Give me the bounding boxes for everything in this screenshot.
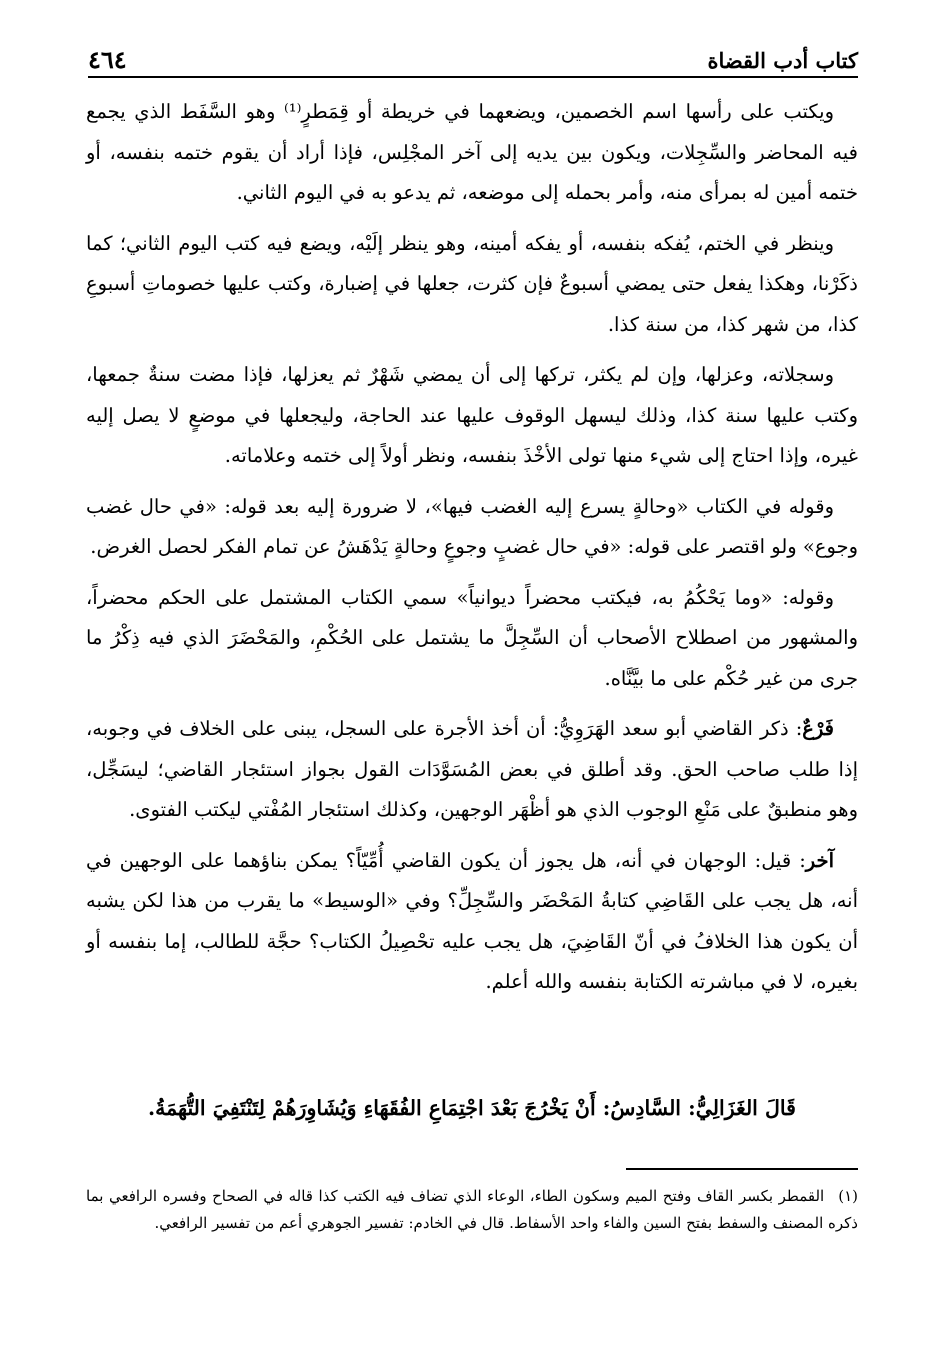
paragraph-1: ويكتب على رأسها اسم الخصمين، ويضعهما في خريطة أو قِمَطرٍ⁽¹⁾ وهو السَّفَط الذي يجمع فيه المحاضر والسِّجِلات، ويكون بين يديه إلى آخر المجْلِس، فإذا أراد أن يقوم ختمه بنفسه، أو ختمه أمين له بمرأى منه، وأمر بحمله إلى موضعه، ثم يدعو به في اليوم الثاني. bbox=[86, 100, 858, 204]
page-number: ٤٦٤ bbox=[88, 45, 127, 74]
closing-quote-line: قَالَ الغَزَالِيُّ: السَّادِسُ: أَنْ يَخْرُجَ بَعْدَ اجْتِمَاعِ الفُقَهَاءِ وَيُشَاوِرَهُمْ لِتَنْتَفِيَ التُّهَمَةُ. bbox=[148, 1096, 796, 1120]
main-text bbox=[86, 92, 858, 1013]
lemma-word: آخر bbox=[805, 848, 834, 872]
paragraph-4: وقوله في الكتاب «وحالةٍ يسرع إليه الغضب فيها»، لا ضرورة إليه بعد قوله: «في حال غضب وجوع» ولو اقتصر على قوله: «في حال غضبٍ وجوعٍ وحالةٍ يَدْهَشُ عن تمام الفكر لحصل الغرض. bbox=[86, 494, 858, 558]
lemma-word: فَرْعٌ bbox=[802, 717, 834, 740]
footnote-marker: (١) bbox=[838, 1187, 858, 1205]
paragraph-7: آخر: قيل: الوجهان في أنه، هل يجوز أن يكون القاضي أُمِّيّاً؟ يمكن بناؤهما على الوجهين في أنه، هل يجب على القَاضِي كتابةُ المَحْضَر والسِّجِلِّ؟ وفي «الوسيط» ما يقرب من هذا لكن يشبه أن يكون هذا الخلافُ في أنّ القَاضِيَ، هل يجب عليه تحْصِيلُ الكتاب؟ حجَّة للطالب، إما بنفسه أو بغيره، لا في مباشرته الكتابة بنفسه والله أعلم. bbox=[86, 848, 858, 993]
footnote-divider bbox=[626, 1168, 858, 1170]
footnote-text: القمطر بكسر القاف وفتح الميم وسكون الطاء، الوعاء الذي تضاف فيه الكتب كذا قاله في الصحاح وفسره الرافعي بما ذكره المصنف والسفط بفتح السين والفاء واحد الأسفاط. قال في الخادم: تفسير الجوهري أعم من تفسير الرافعي. bbox=[86, 1187, 858, 1232]
paragraph-5: وقوله: «وما يَحْكُمُ به، فيكتب محضراً ديوانياً» سمي الكتاب المشتمل على الحكم محضراً، والمشهور من اصطلاح الأصحاب أن السِّجِلَّ ما يشتمل على الحُكْمِ، والمَحْضَرَ الذي فيه ذِكْرُ ما جرى من غير حُكْم على ما بيَّنَّاه. bbox=[86, 585, 858, 690]
footnote bbox=[86, 1183, 858, 1237]
paragraph-6: فَرْعٌ: ذكر القاضي أبو سعد الهَرَوِيُّ: أن أخذ الأجرة على السجل، يبنى على الخلاف في وجوبه، إذا طلب صاحب الحق. وقد أطلق في بعض المُسَوَّدَات القول بجواز استئجار القاضي؛ ليسَجِّل، وهو منطبقٌ على مَنْعِ الوجوب الذي هو أظْهَر الوجهين، وكذلك استئجار المُفْتي ليكتب الفتوى. bbox=[86, 717, 858, 821]
paragraph-3: وسجلاته، وعزلها، وإن لم يكثر، تركها إلى أن يمضي شَهْرٌ ثم يعزلها، فإذا مضت سنةٌ جمعها، وكتب عليها سنة كذا، وذلك ليسهل الوقوف عليها عند الحاجة، وليجعلها في موضعٍ لا يصل إليه غيره، وإذا احتاج إلى شيء منها تولى الأخْذَ بنفسه، ونظر أولاً إلى ختمه وعلاماته. bbox=[86, 363, 858, 467]
running-head bbox=[88, 40, 858, 78]
paragraph-2: وينظر في الختم، يُفكه بنفسه، أو يفكه أمينه، وهو ينظر إلَيْه، ويضع فيه كتب اليوم الثاني؛ كما ذكَرْنا، وهكذا يفعل حتى يمضي أسبوعٌ فإن كثرت، جعلها في إضبارة، وكتب عليها خصوماتِ أسبوعِ كذا، من شهر كذا، من سنة كذا. bbox=[86, 231, 858, 336]
book-title: كتاب أدب القضاة bbox=[707, 48, 858, 73]
